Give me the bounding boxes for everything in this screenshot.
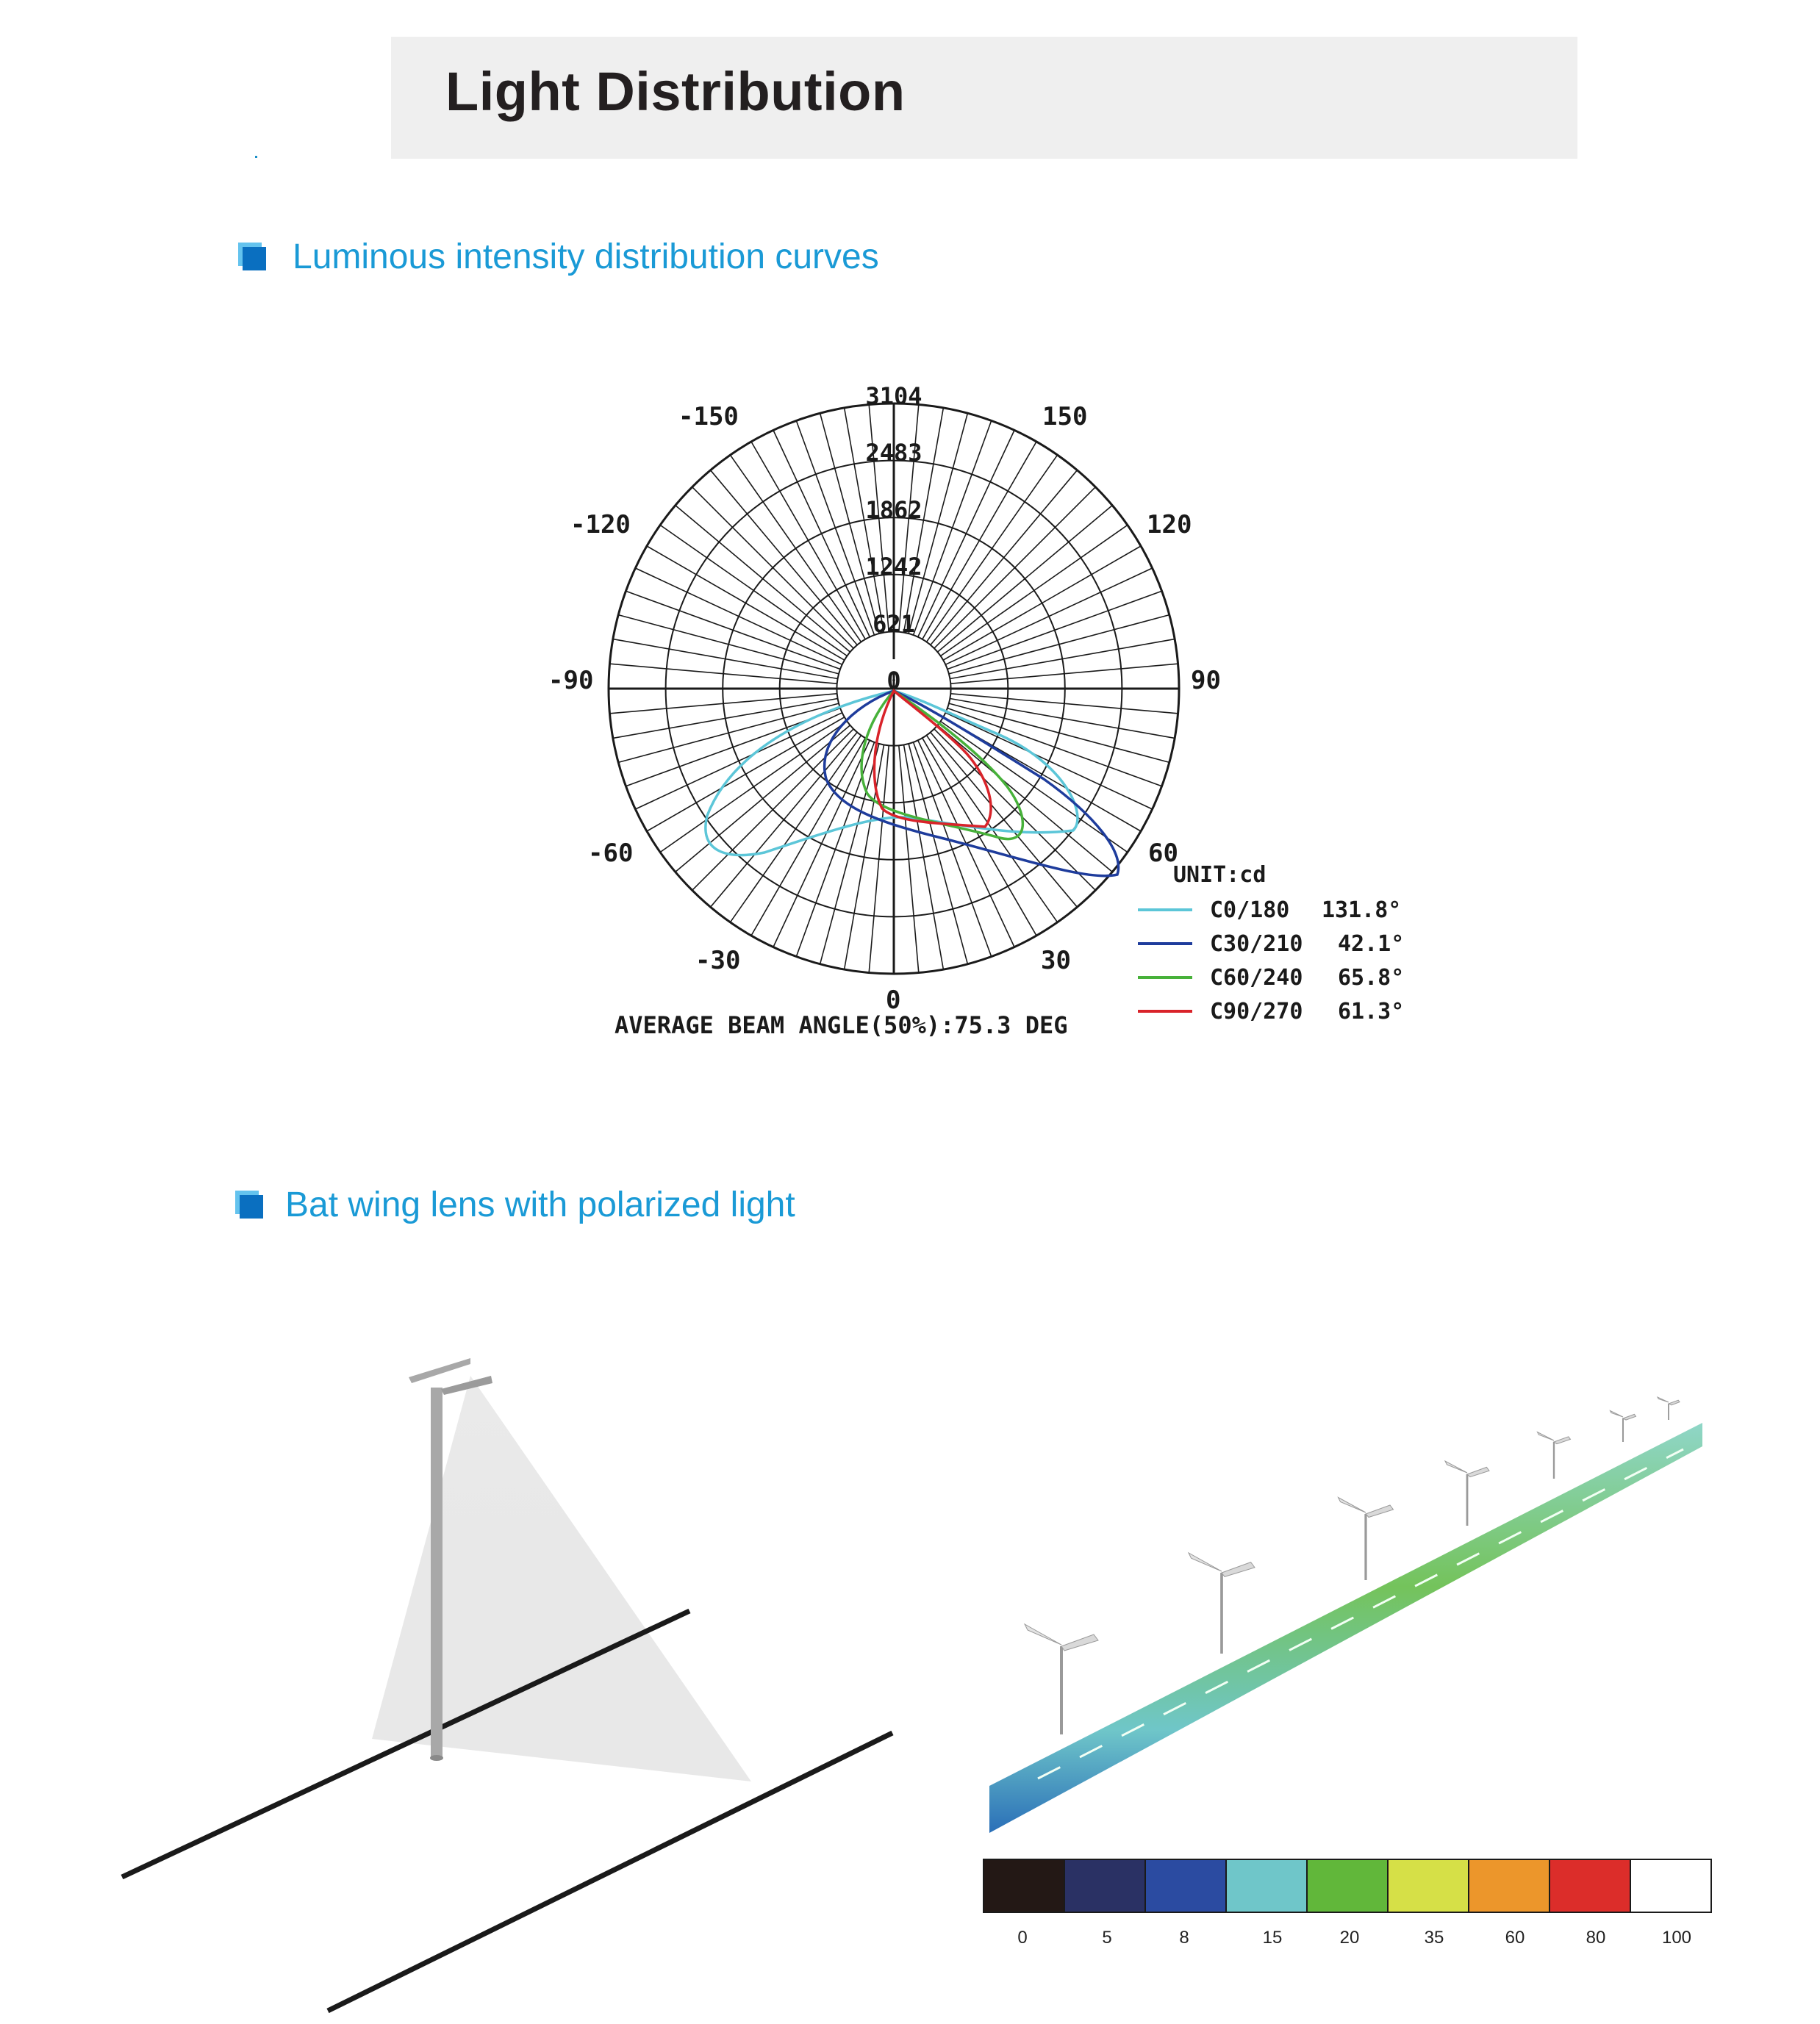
polar-spoke <box>931 733 1078 908</box>
scale-swatch <box>1307 1859 1388 1912</box>
pole-crossarm <box>409 1358 470 1383</box>
light-cone <box>372 1376 751 1781</box>
scale-label: 15 <box>1262 1928 1283 1948</box>
scale-swatch <box>1388 1859 1469 1912</box>
angle-label: -150 <box>678 402 739 431</box>
polar-spoke <box>773 430 870 636</box>
solar-panel <box>1538 1432 1555 1441</box>
scale-swatch <box>1226 1859 1307 1912</box>
scale-swatch <box>1145 1859 1226 1912</box>
polar-spoke <box>635 568 842 664</box>
solar-panel <box>1658 1397 1669 1402</box>
color-scale-bar <box>984 1859 1711 1948</box>
solar-panel <box>1611 1411 1624 1418</box>
lamp-head <box>1366 1505 1394 1518</box>
legend-series-name: C60/240 <box>1210 965 1303 991</box>
lamp-head <box>1623 1414 1636 1420</box>
polar-spoke <box>711 733 858 908</box>
polar-spoke <box>647 717 845 831</box>
polar-spoke <box>950 639 1175 679</box>
angle-label: 120 <box>1147 510 1192 539</box>
polar-spoke <box>949 703 1169 762</box>
polar-spoke <box>943 546 1141 660</box>
angle-label: -60 <box>588 839 634 868</box>
page-title: Light Distribution <box>445 61 906 122</box>
legend <box>1138 897 1404 1024</box>
polar-spoke <box>931 470 1078 645</box>
polar-spoke <box>945 713 1152 809</box>
polar-spoke <box>909 744 967 964</box>
scale-swatch <box>1469 1859 1549 1912</box>
legend-series-name: C90/270 <box>1210 999 1303 1024</box>
scale-swatch <box>984 1859 1064 1912</box>
polar-spoke <box>820 744 879 964</box>
lamp-head <box>1554 1437 1571 1444</box>
polar-spoke <box>751 442 865 639</box>
polar-spoke <box>950 699 1175 739</box>
legend-series-name: C0/180 <box>1210 897 1290 923</box>
solar-panel <box>1025 1624 1061 1645</box>
polar-spoke <box>647 546 845 660</box>
polar-spoke <box>949 615 1169 674</box>
scale-label: 8 <box>1179 1928 1189 1948</box>
pole-base <box>430 1755 443 1761</box>
road-edge-line <box>328 1733 892 2011</box>
polar-spoke <box>618 703 839 762</box>
angle-label: 60 <box>1148 839 1178 868</box>
distribution-curve <box>861 691 1022 839</box>
lamp-head <box>1061 1634 1098 1651</box>
angle-label: 90 <box>1191 666 1221 695</box>
unit-label: UNIT:cd <box>1173 862 1267 888</box>
illuminated-road <box>989 1423 1702 1833</box>
lamp-head <box>1467 1467 1489 1476</box>
radial-label: 621 <box>873 610 915 638</box>
pole-illustration <box>122 1358 892 2011</box>
road-illuminance-illustration <box>989 1397 1702 1833</box>
solar-panel <box>1189 1553 1222 1571</box>
radial-label: 1862 <box>865 496 922 524</box>
solar-panel <box>1339 1498 1366 1513</box>
street-pole <box>431 1388 443 1758</box>
polar-spoke <box>676 506 850 653</box>
section-title-batwing: Bat wing lens with polarized light <box>285 1185 795 1224</box>
scale-swatch <box>1064 1859 1145 1912</box>
lamp-head <box>1669 1400 1680 1405</box>
polar-spoke <box>922 442 1036 639</box>
lamp-head <box>1222 1562 1255 1577</box>
scale-label: 0 <box>1017 1928 1028 1948</box>
radial-label: 0 <box>886 667 901 695</box>
polar-spoke <box>918 430 1014 636</box>
scale-label: 20 <box>1339 1928 1360 1948</box>
street-lamps <box>1025 1397 1680 1734</box>
legend-beam-angle: 42.1° <box>1338 931 1405 957</box>
scale-label: 100 <box>1661 1928 1692 1948</box>
scale-swatch <box>1549 1859 1630 1912</box>
angle-label: 30 <box>1041 946 1071 975</box>
polar-spoke <box>845 744 884 969</box>
polar-spoke <box>635 713 842 809</box>
angle-label: 0 <box>886 986 901 1015</box>
scale-swatch <box>1630 1859 1711 1912</box>
polar-spoke <box>613 639 838 679</box>
solar-panel <box>1445 1461 1467 1473</box>
legend-beam-angle: 65.8° <box>1338 965 1405 991</box>
polar-spoke <box>613 699 838 739</box>
angle-label: -30 <box>695 946 741 975</box>
polar-spoke <box>945 568 1152 664</box>
section-title-curves: Luminous intensity distribution curves <box>293 237 879 276</box>
scale-label: 5 <box>1102 1928 1112 1948</box>
scale-label: 80 <box>1586 1928 1606 1948</box>
legend-series-name: C30/210 <box>1210 931 1303 957</box>
polar-spoke <box>711 470 858 645</box>
polar-chart <box>548 382 1404 1039</box>
angle-label: 150 <box>1042 402 1088 431</box>
polar-spoke <box>618 615 839 674</box>
radial-label: 3104 <box>865 382 922 410</box>
radial-label: 2483 <box>865 439 922 467</box>
polar-spoke <box>751 738 865 936</box>
legend-beam-angle: 61.3° <box>1338 999 1405 1024</box>
angle-label: -90 <box>548 666 594 695</box>
scale-label: 60 <box>1505 1928 1525 1948</box>
beam-angle-footer: AVERAGE BEAM ANGLE(50%):75.3 DEG <box>615 1011 1068 1039</box>
polar-spoke <box>938 506 1113 653</box>
scale-label: 35 <box>1424 1928 1444 1948</box>
legend-beam-angle: 131.8° <box>1322 897 1402 923</box>
radial-label: 1242 <box>865 553 922 581</box>
angle-label: -120 <box>570 510 631 539</box>
polar-spoke <box>904 744 944 969</box>
